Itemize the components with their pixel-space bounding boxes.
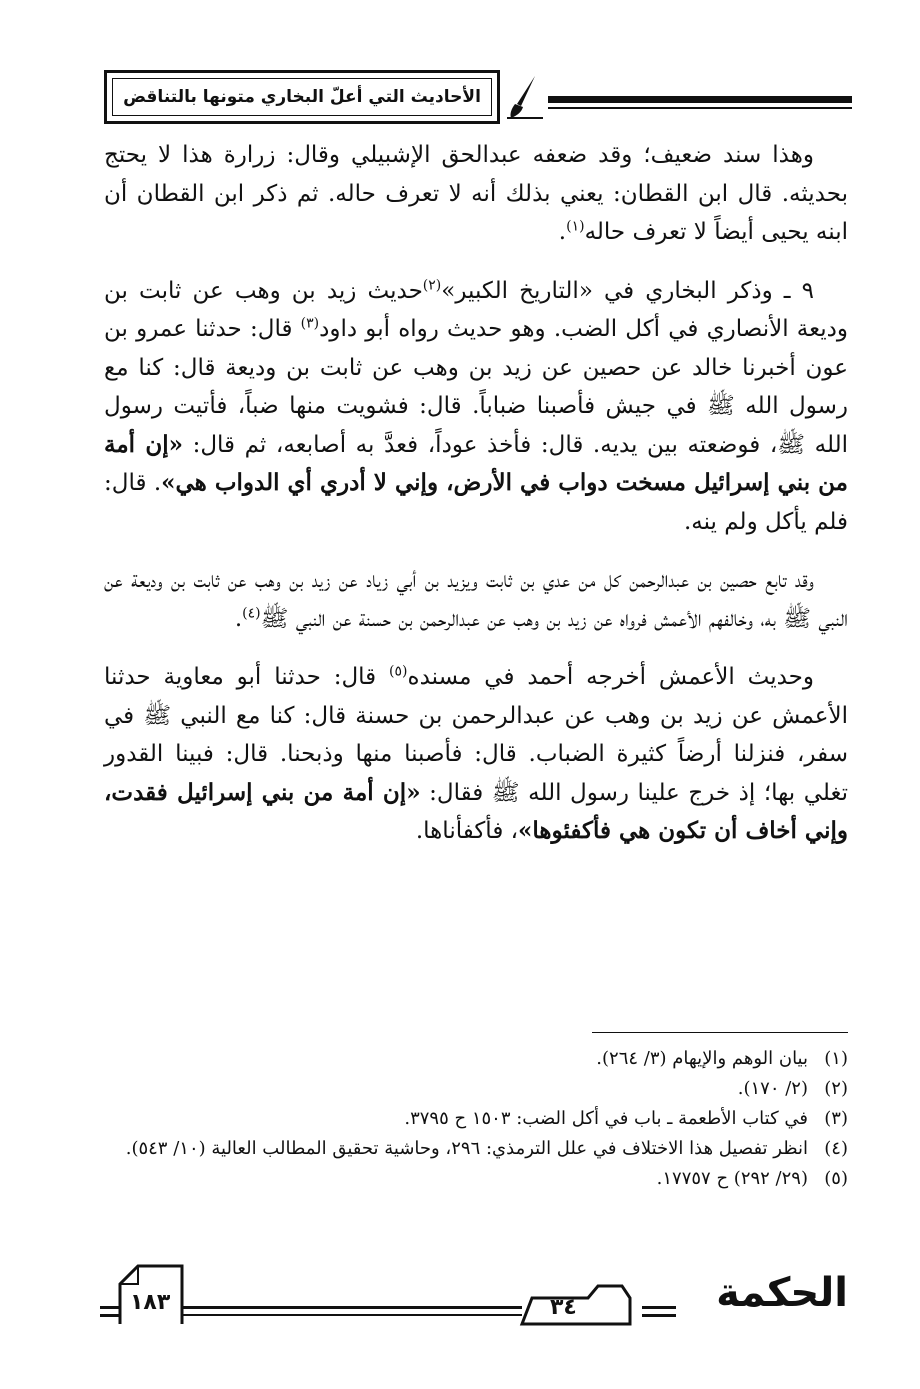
header-rule bbox=[548, 96, 852, 114]
footnote-text: في كتاب الأطعمة ـ باب في أكل الضب: ١٥٠٣ ح ٣٧٩٥. bbox=[404, 1108, 808, 1129]
footnote-ref-1[interactable]: (١) bbox=[566, 218, 585, 235]
footnote-item bbox=[104, 1164, 848, 1194]
footnote-ref-4[interactable]: (٤) bbox=[242, 604, 261, 621]
footnote-text: انظر تفصيل هذا الاختلاف في علل الترمذي: ٢٩٦، وحاشية تحقيق المطالب العالية (١٠/ ٥٤٣). bbox=[125, 1138, 808, 1159]
footnote-text: (٢/ ١٧٠). bbox=[737, 1078, 808, 1099]
footnote-text: بيان الوهم والإيهام (٣/ ٢٦٤). bbox=[596, 1048, 808, 1069]
paragraph-4: وحديث الأعمش أخرجه أحمد في مسنده$^{(٥)}$ قال: حدثنا أبو معاوية حدثنا الأعمش عن زيد بن وهب عن عبدالرحمن بن حسنة قال: كنا مع النبي ﷺ في سفر، فنزلنا أرضاً كثيرة الضباب. قال: فأصبنا منها وذبحنا. قال: فبينا القدور تغلي بها؛ إذ خرج علينا رسول الله ﷺ فقال: «إن أمة من بني إسرائيل فقدت، وإني أخاف أن تكون هي فأكفئوها»، فأكفأناها. bbox=[104, 663, 848, 844]
footnote-item bbox=[104, 1134, 848, 1164]
pen-icon bbox=[505, 74, 545, 120]
footnote-ref-5[interactable]: (٥) bbox=[389, 663, 408, 680]
footnote-number: (٥) bbox=[824, 1168, 848, 1189]
footnote-ref-2[interactable]: (٢) bbox=[422, 276, 442, 293]
footnotes bbox=[104, 1044, 848, 1194]
page-number: ١٨٣ bbox=[130, 1290, 171, 1315]
hadith-quote: «إن أمة من بني إسرائيل فقدت، وإني أخاف أن تكون هي فأكفئوها» bbox=[104, 778, 848, 844]
footnote-item bbox=[104, 1104, 848, 1134]
footnote-number: (٢) bbox=[824, 1078, 848, 1099]
body-text bbox=[104, 136, 848, 871]
footnote-item bbox=[104, 1044, 848, 1074]
footnote-item bbox=[104, 1074, 848, 1104]
paragraph-3: وقد تابع حصين بن عبدالرحمن كل من عدي بن ثابت ويزيد بن أبي زياد عن زيد بن وهب عن ثابت بن وديعة عن النبي ﷺ به، وخالفهم الأعمش فرواه عن زيد بن وهب عن عبدالرحمن بن حسنة عن النبي ﷺ$^{(٤)}$. bbox=[104, 567, 848, 632]
paragraph-1: وهذا سند ضعيف؛ وقد ضعفه عبدالحق الإشبيلي وقال: زرارة هذا لا يحتج بحديثه. قال ابن القطان: يعني بذلك أنه لا تعرف حاله. ثم ذكر ابن القطان أن ابنه يحيى أيضاً لا تعرف حاله$^{(١)}$. bbox=[104, 142, 848, 245]
header-title: الأحاديث التي أعلّ البخاري متونها بالتناقض bbox=[123, 87, 481, 107]
footnote-number: (١) bbox=[824, 1048, 848, 1069]
running-header bbox=[104, 70, 500, 124]
footnote-separator bbox=[592, 1032, 848, 1033]
hadith-quote: «إن أمة من بني إسرائيل مسخت دواب في الأرض، وإني لا أدري أي الدواب هي» bbox=[104, 430, 848, 496]
footnote-number: (٤) bbox=[824, 1138, 848, 1159]
page-footer bbox=[100, 1262, 860, 1332]
footnote-text: (٢٩/ ٢٩٢) ح ١٧٧٥٧. bbox=[656, 1168, 808, 1189]
issue-number: ٣٤ bbox=[550, 1295, 577, 1320]
magazine-logo: الحكمة bbox=[716, 1270, 848, 1316]
paragraph-2: ٩ ـ وذكر البخاري في «التاريخ الكبير»$^{(٢)}$حديث زيد بن وهب عن ثابت بن وديعة الأنصاري في أكل الضب. وهو حديث رواه أبو داود$^{(٣)}$ قال: حدثنا عمرو بن عون أخبرنا خالد عن حصين عن زيد بن وهب عن ثابت بن وديعة قال: كنا مع رسول الله ﷺ في جيش فأصبنا ضباباً. قال: فشويت منها ضباً، فأتيت رسول الله ﷺ، فوضعته بين يديه. قال: فأخذ عوداً، فعدَّ به أصابعه، ثم قال: «إن أمة من بني إسرائيل مسخت دواب في الأرض، وإني لا أدري أي الدواب هي». قال: فلم يأكل ولم ينه. bbox=[104, 276, 848, 535]
footnote-number: (٣) bbox=[824, 1108, 848, 1129]
footnote-ref-3[interactable]: (٣) bbox=[300, 315, 320, 332]
